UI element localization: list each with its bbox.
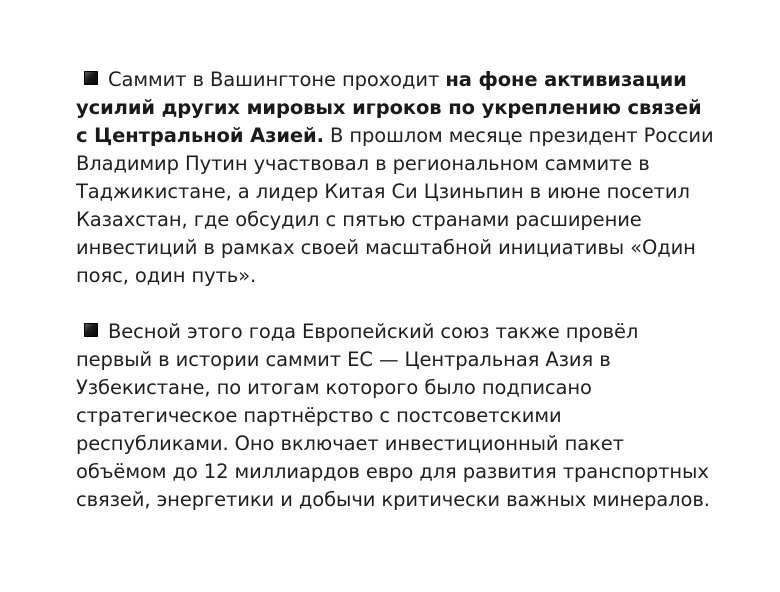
article-body (76, 66, 716, 514)
black-square-icon (84, 323, 98, 337)
paragraph-1-text-before: Саммит в Вашингтоне проходит (108, 68, 446, 91)
paragraph-1 (76, 66, 716, 290)
paragraph-2 (76, 318, 716, 514)
paragraph-1-bold-text: на фоне активизации усилий других мировых игроков по укреплению связей с Центральной Азией. (76, 68, 702, 147)
paragraph-1-text-after: В прошлом месяце президент России Владимир Путин участвовал в региональном саммите в Таджикистане, а лидер Китая Си Цзиньпин в июне посетил Казахстан, где обсудил с пятью странами расширение инвестиций в рамках своей масштабной инициативы «Один пояс, один путь». (76, 124, 714, 287)
paragraph-2-text: Весной этого года Европейский союз также провёл первый в истории саммит ЕС — Центральная Азия в Узбекистане, по итогам которого было подписано стратегическое партнёрство с постсоветскими республиками. Оно включает инвестиционный пакет объёмом до 12 миллиардов евро для развития транспортных связей, энергетики и добычи критически важных минералов. (76, 320, 710, 511)
black-square-icon (84, 71, 98, 85)
